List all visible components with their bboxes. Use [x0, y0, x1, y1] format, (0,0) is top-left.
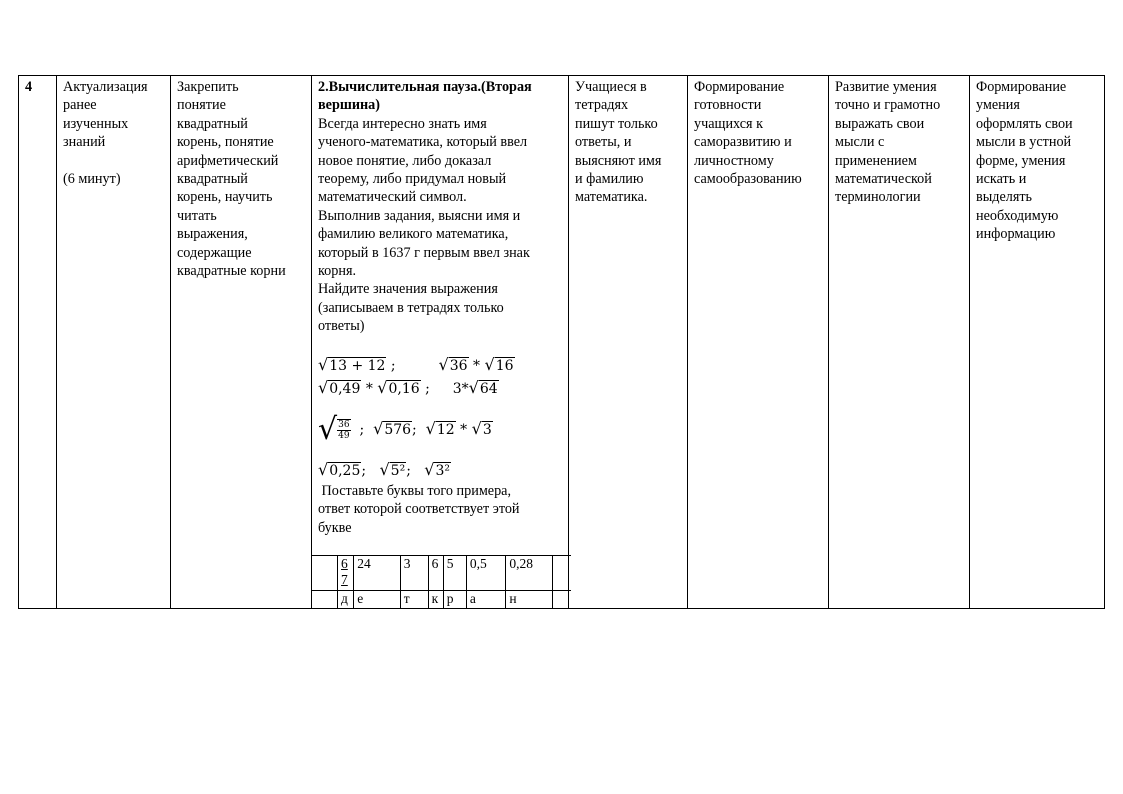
- answer-value-cell: 5: [443, 555, 466, 590]
- answer-letter-cell: [312, 590, 338, 608]
- answer-value-cell: 3: [400, 555, 428, 590]
- goal-line: Закрепить: [177, 79, 239, 95]
- separator: ;: [350, 421, 374, 438]
- regulative-line: выделять: [976, 189, 1033, 206]
- answer-letter-cell: к: [428, 590, 443, 608]
- answer-letter-cell: н: [506, 590, 552, 608]
- radicand: 64: [479, 380, 498, 397]
- students-line: и фамилию: [575, 171, 644, 188]
- separator: ;: [406, 462, 425, 479]
- radicand: 0,16: [388, 380, 420, 397]
- answer-value-cell: 0,28: [506, 555, 552, 590]
- formula-line-3: [318, 412, 562, 447]
- separator: ;: [386, 357, 396, 374]
- answer-letter-cell: е: [354, 590, 400, 608]
- task-content: [312, 76, 568, 541]
- separator: ;: [420, 380, 430, 397]
- communicative-line: терминологии: [835, 189, 921, 206]
- radicand: 36: [449, 357, 468, 374]
- sqrt-icon: √: [471, 418, 482, 438]
- task-instruction-line: корня.: [318, 263, 357, 280]
- sqrt-icon: √: [318, 354, 329, 374]
- students-line: Учащиеся в: [575, 79, 647, 95]
- answer-value-cell: 6 7: [338, 555, 354, 590]
- task-cell: [312, 76, 569, 609]
- radicand: 576: [384, 421, 412, 438]
- task-prompt-line: (записываем в тетрадях только: [318, 299, 504, 316]
- radicand: 13 + 12: [329, 357, 386, 374]
- communicative-line: мысли с: [835, 134, 885, 151]
- answer-letter-cell: т: [400, 590, 428, 608]
- goal-line: корень, научить: [177, 189, 273, 206]
- radicand: 3²: [435, 462, 450, 479]
- stage-cell: [57, 76, 171, 609]
- goal-line: арифметический: [177, 152, 279, 169]
- task-outro-line: букве: [318, 519, 352, 536]
- sqrt-icon: √: [424, 459, 435, 479]
- lesson-plan-table: [18, 75, 1105, 609]
- personal-outcome-cell: [688, 76, 829, 609]
- task-outro-line: Поставьте буквы того примера,: [318, 482, 512, 499]
- communicative-line: применением: [835, 152, 917, 169]
- task-intro-line: теорему, либо придумал новый: [318, 171, 507, 188]
- coefficient: 3*: [452, 380, 469, 397]
- radicand: 16: [495, 357, 514, 374]
- communicative-line: выражать свои: [835, 115, 925, 132]
- sqrt-icon: √: [318, 459, 329, 479]
- sqrt-icon: √: [468, 377, 479, 397]
- row-number-cell: [19, 76, 57, 609]
- formula-line-2: [318, 377, 562, 400]
- fraction-numerator: 36: [338, 419, 350, 430]
- answer-letter-cell: р: [443, 590, 466, 608]
- stage-line: ранее: [63, 97, 97, 114]
- regulative-line: искать и: [976, 171, 1027, 188]
- personal-line: личностному: [694, 152, 774, 169]
- goal-cell: [171, 76, 312, 609]
- answer-value-cell: 0,5: [466, 555, 505, 590]
- task-intro-line: новое понятие, либо доказал: [318, 152, 492, 169]
- task-instruction-line: Выполнив задания, выясни имя и: [318, 207, 521, 224]
- task-instruction-line: который в 1637 г первым ввел знак: [318, 244, 530, 261]
- regulative-line: необходимую: [976, 207, 1059, 224]
- radicand: 0,49: [329, 380, 361, 397]
- task-prompt-line: ответы): [318, 318, 365, 335]
- regulative-line: Формирование: [976, 79, 1067, 95]
- task-intro-line: Всегда интересно знать имя: [318, 115, 487, 132]
- answer-letters-row: [312, 590, 571, 608]
- sqrt-icon: √: [425, 418, 436, 438]
- sqrt-icon: √: [438, 354, 449, 374]
- row-number: 4: [25, 79, 33, 95]
- regulative-line: умения: [976, 97, 1020, 114]
- goal-line: понятие: [177, 97, 226, 114]
- spacer: [318, 447, 562, 459]
- regulative-line: форме, умения: [976, 152, 1066, 169]
- spacer: [312, 541, 568, 555]
- answer-letter-cell: д: [338, 590, 354, 608]
- answer-value-cell: [312, 555, 338, 590]
- personal-line: саморазвитию и: [694, 134, 792, 151]
- spacer: [318, 336, 562, 354]
- personal-line: учащихся к: [694, 115, 763, 132]
- sqrt-icon: √: [318, 411, 338, 447]
- separator: ;: [412, 421, 426, 438]
- fraction-denominator: 49: [338, 430, 350, 441]
- formula-line-4: [318, 459, 562, 482]
- students-line: тетрадях: [575, 97, 629, 114]
- sqrt-icon: √: [484, 354, 495, 374]
- stage-duration: (6 минут): [63, 170, 121, 187]
- spacer: [63, 152, 164, 170]
- goal-line: корень, понятие: [177, 134, 274, 151]
- radicand: 12: [436, 421, 455, 438]
- sqrt-icon: √: [377, 377, 388, 397]
- answer-values-row: [312, 555, 571, 590]
- answer-value-cell: 6: [428, 555, 443, 590]
- task-intro-line: математический символ.: [318, 189, 467, 206]
- task-intro-line: ученого-математика, который ввел: [318, 134, 528, 151]
- answer-key-table: [312, 555, 571, 608]
- goal-line: квадратный: [177, 115, 248, 132]
- sqrt-icon: √: [318, 377, 329, 397]
- radicand: 5²: [390, 462, 406, 479]
- goal-line: квадратные корни: [177, 263, 286, 280]
- personal-line: готовности: [694, 97, 762, 114]
- fraction: [337, 419, 350, 441]
- radicand: 0,25: [329, 462, 361, 479]
- students-activity-cell: [569, 76, 688, 609]
- personal-line: Формирование: [694, 79, 785, 95]
- regulative-outcome-cell: [970, 76, 1105, 609]
- task-outro-line: ответ которой соответствует этой: [318, 501, 520, 518]
- task-heading: вершина): [318, 97, 380, 114]
- communicative-outcome-cell: [829, 76, 970, 609]
- regulative-line: оформлять свои: [976, 115, 1073, 132]
- students-line: математика.: [575, 189, 648, 206]
- communicative-line: математической: [835, 171, 932, 188]
- operator: *: [455, 421, 472, 438]
- personal-line: самообразованию: [694, 171, 802, 188]
- sqrt-icon: √: [379, 459, 390, 479]
- task-instruction-line: фамилию великого математика,: [318, 226, 509, 243]
- communicative-line: точно и грамотно: [835, 97, 941, 114]
- students-line: пишут только: [575, 115, 658, 132]
- communicative-line: Развитие умения: [835, 79, 937, 95]
- students-line: ответы, и: [575, 134, 632, 151]
- operator: *: [468, 357, 485, 374]
- regulative-line: мысли в устной: [976, 134, 1072, 151]
- separator: ;: [361, 462, 380, 479]
- task-prompt-line: Найдите значения выражения: [318, 281, 498, 298]
- students-line: выясняют имя: [575, 152, 662, 169]
- goal-line: содержащие: [177, 244, 252, 261]
- formula-line-1: [318, 354, 562, 377]
- goal-line: квадратный: [177, 171, 248, 188]
- goal-line: читать: [177, 207, 217, 224]
- spacer: [318, 400, 562, 412]
- answer-letter-cell: а: [466, 590, 505, 608]
- regulative-line: информацию: [976, 226, 1056, 243]
- sqrt-icon: √: [373, 418, 384, 438]
- task-heading: 2.Вычислительная пауза.(Вторая: [318, 79, 532, 95]
- operator: *: [361, 380, 378, 397]
- radicand: 3: [482, 421, 492, 438]
- goal-line: выражения,: [177, 226, 248, 243]
- answer-value-cell: 24: [354, 555, 400, 590]
- stage-line: изученных: [63, 115, 129, 132]
- stage-line: Актуализация: [63, 79, 148, 95]
- lesson-row: [19, 76, 1105, 609]
- stage-line: знаний: [63, 134, 106, 151]
